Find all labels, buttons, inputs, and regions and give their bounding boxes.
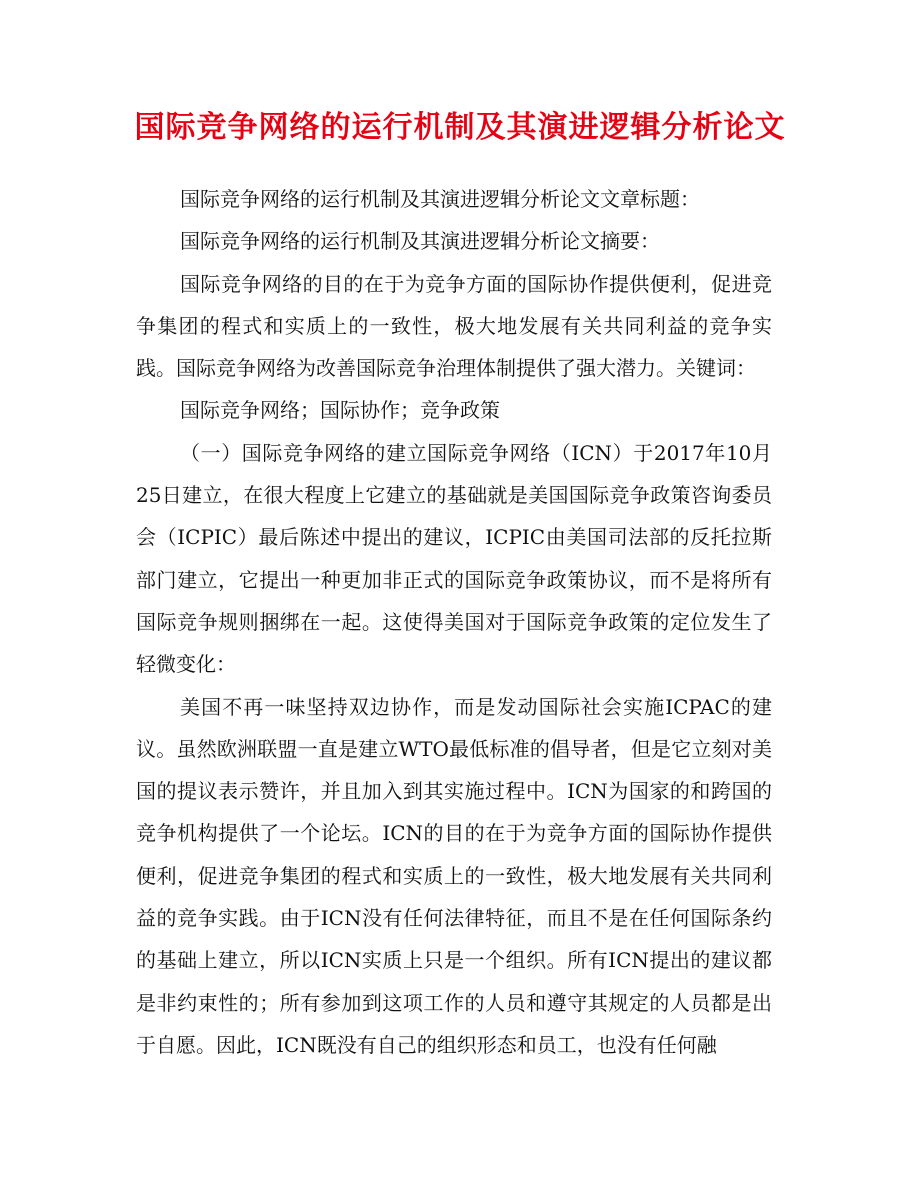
document-title: 国际竞争网络的运行机制及其演进逻辑分析论文 bbox=[134, 110, 786, 145]
paragraph-icn-nature: 美国不再一味坚持双边协作，而是发动国际社会实施ICPAC的建议。虽然欧洲联盟一直是建立WTO最低标准的倡导者，但是它立刻对美国的提议表示赞许，并且加入到其实施过程中。ICN为国家的和跨国的竞争机构提供了一个论坛。ICN的目的在于为竞争方面的国际协作提供便利，促进竞争集团的程式和实质上的一致性，极大地发展有关共同利益的竞争实践。由于ICN没有任何法律特征，而且不是在任何国际条约的基础上建立，所以ICN实质上只是一个组织。所有ICN提出的建议都是非约束性的；所有参加到这项工作的人员和遵守其规定的人员都是出于自愿。因此，ICN既没有自己的组织形态和员工，也没有任何融 bbox=[136, 694, 772, 1057]
paragraph-abstract-heading: 国际竞争网络的运行机制及其演进逻辑分析论文摘要： bbox=[180, 229, 660, 254]
paragraph-keywords: 国际竞争网络；国际协作；竞争政策 bbox=[180, 398, 500, 423]
paragraph-article-title: 国际竞争网络的运行机制及其演进逻辑分析论文文章标题： bbox=[180, 187, 700, 211]
paragraph-abstract: 国际竞争网络的目的在于为竞争方面的国际协作提供便利，促进竞争集团的程式和实质上的一致性，极大地发展有关共同利益的竞争实践。国际竞争网络为改善国际竞争治理体制提供了强大潜力。关键词： bbox=[136, 271, 772, 381]
document-body bbox=[136, 178, 772, 1066]
paragraph-icn-establishment: （一）国际竞争网络的建立国际竞争网络（ICN）于2017年10月25日建立，在很大程度上它建立的基础就是美国国际竞争政策咨询委员会（ICPIC）最后陈述中提出的建议，ICPIC由美国司法部的反托拉斯部门建立，它提出一种更加非正式的国际竞争政策协议，而不是将所有国际竞争规则捆绑在一起。这使得美国对于国际竞争政策的定位发生了轻微变化： bbox=[136, 440, 772, 677]
